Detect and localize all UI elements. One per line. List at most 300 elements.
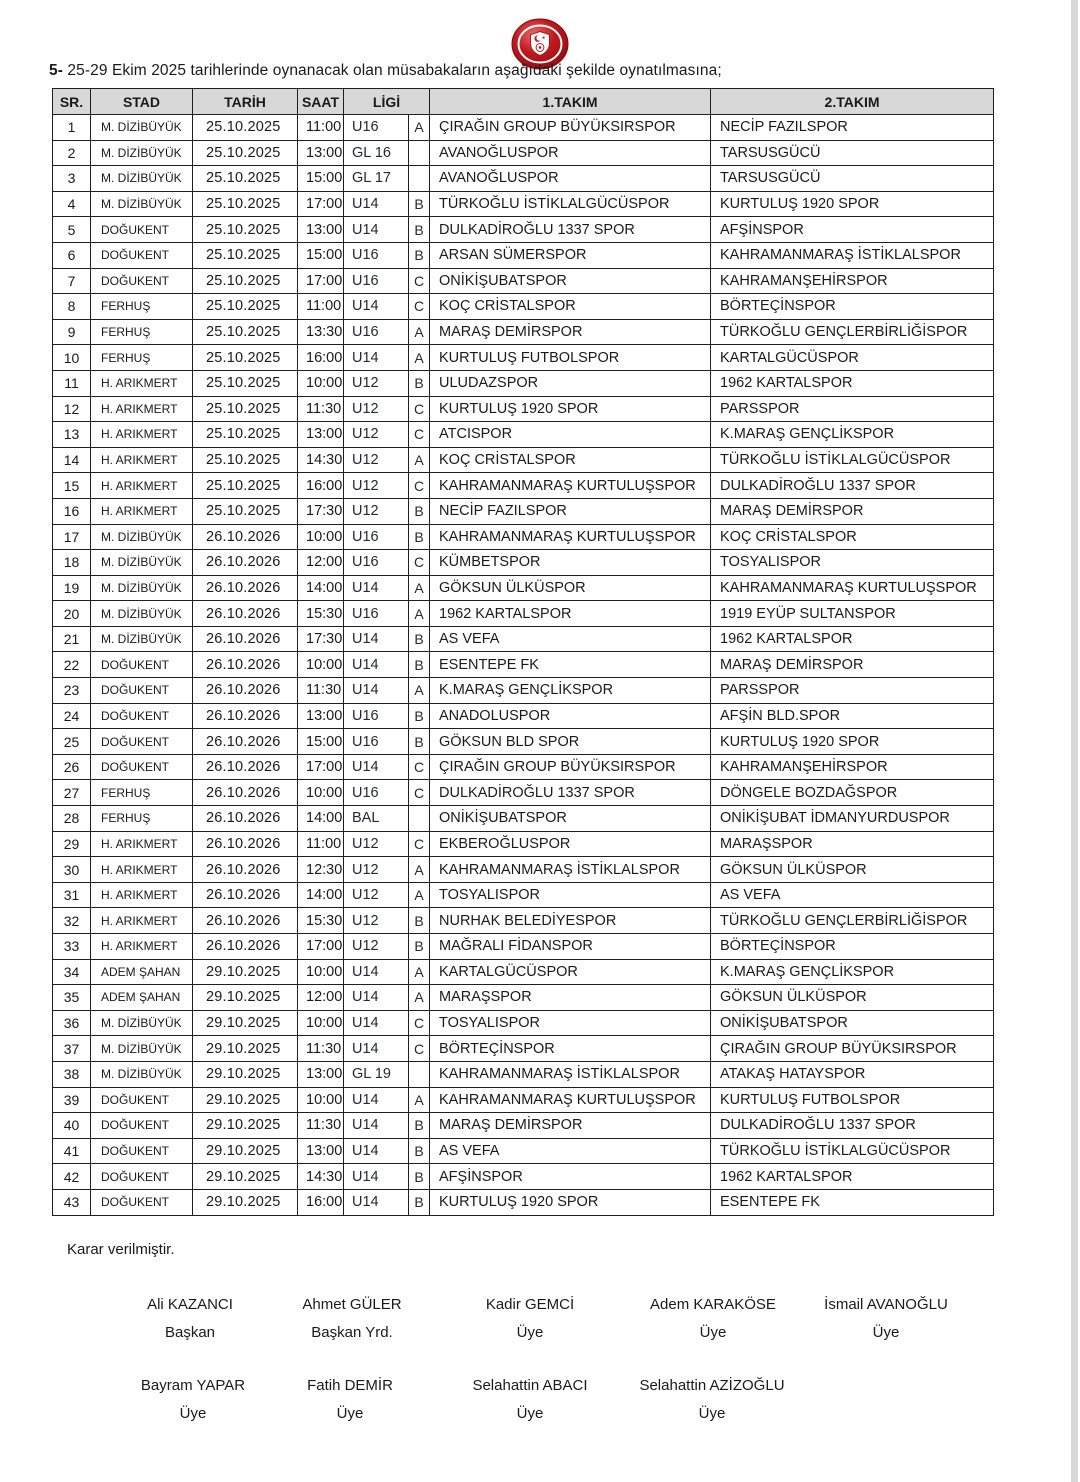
cell-saat: 11:30 bbox=[298, 396, 344, 422]
col-header-takim1: 1.TAKIM bbox=[430, 89, 711, 115]
cell-takim2: 1962 KARTALSPOR bbox=[711, 1164, 994, 1190]
cell-takim1: DULKADİROĞLU 1337 SPOR bbox=[430, 780, 711, 806]
table-row bbox=[53, 1010, 994, 1036]
cell-saat: 10:00 bbox=[298, 370, 344, 396]
cell-takim2: ESENTEPE FK bbox=[711, 1189, 994, 1215]
cell-takim1: ANADOLUSPOR bbox=[430, 703, 711, 729]
cell-takim1: KAHRAMANMARAŞ İSTİKLALSPOR bbox=[430, 857, 711, 883]
signature-title: Başkan bbox=[164, 1324, 216, 1341]
cell-sr: 17 bbox=[53, 524, 91, 550]
cell-stad: FERHUŞ bbox=[91, 345, 193, 371]
cell-ligi: U16 bbox=[344, 319, 409, 345]
cell-ligi: U16 bbox=[344, 729, 409, 755]
cell-sr: 11 bbox=[53, 370, 91, 396]
cell-takim2: DÖNGELE BOZDAĞSPOR bbox=[711, 780, 994, 806]
cell-saat: 15:00 bbox=[298, 729, 344, 755]
cell-takim2: K.MARAŞ GENÇLİKSPOR bbox=[711, 959, 994, 985]
cell-ligi: U12 bbox=[344, 882, 409, 908]
cell-stad: DOĞUKENT bbox=[91, 754, 193, 780]
cell-sr: 31 bbox=[53, 882, 91, 908]
cell-takim2: MARAŞSPOR bbox=[711, 831, 994, 857]
col-header-sr: SR. bbox=[53, 89, 91, 115]
cell-saat: 14:00 bbox=[298, 882, 344, 908]
signature-row1-3 bbox=[486, 1296, 574, 1341]
cell-saat: 17:30 bbox=[298, 498, 344, 524]
cell-grup: A bbox=[409, 678, 430, 704]
signature-title: Üye bbox=[699, 1324, 727, 1341]
cell-sr: 35 bbox=[53, 985, 91, 1011]
decision-heading bbox=[49, 62, 722, 80]
cell-stad: DOĞUKENT bbox=[91, 217, 193, 243]
cell-ligi: U14 bbox=[344, 678, 409, 704]
table-row bbox=[53, 729, 994, 755]
cell-saat: 11:30 bbox=[298, 678, 344, 704]
cell-takim2: ÇIRAĞIN GROUP BÜYÜKSIRSPOR bbox=[711, 1036, 994, 1062]
table-row bbox=[53, 294, 994, 320]
col-header-tarih: TARİH bbox=[193, 89, 298, 115]
cell-stad: DOĞUKENT bbox=[91, 1189, 193, 1215]
cell-tarih: 26.10.2026 bbox=[193, 857, 298, 883]
cell-ligi: U16 bbox=[344, 703, 409, 729]
cell-saat: 17:00 bbox=[298, 754, 344, 780]
cell-tarih: 26.10.2026 bbox=[193, 908, 298, 934]
cell-takim2: GÖKSUN ÜLKÜSPOR bbox=[711, 857, 994, 883]
cell-takim2: KURTULUŞ FUTBOLSPOR bbox=[711, 1087, 994, 1113]
cell-takim2: NECİP FAZILSPOR bbox=[711, 115, 994, 141]
table-row bbox=[53, 550, 994, 576]
cell-sr: 32 bbox=[53, 908, 91, 934]
cell-sr: 40 bbox=[53, 1113, 91, 1139]
cell-takim1: KAHRAMANMARAŞ KURTULUŞSPOR bbox=[430, 473, 711, 499]
cell-saat: 10:00 bbox=[298, 1087, 344, 1113]
cell-ligi: U12 bbox=[344, 908, 409, 934]
cell-saat: 11:30 bbox=[298, 1036, 344, 1062]
signature-row2-4 bbox=[639, 1377, 784, 1422]
table-row bbox=[53, 959, 994, 985]
cell-tarih: 26.10.2026 bbox=[193, 934, 298, 960]
cell-stad: M. DİZİBÜYÜK bbox=[91, 601, 193, 627]
cell-takim2: ATAKAŞ HATAYSPOR bbox=[711, 1061, 994, 1087]
cell-stad: H. ARIKMERT bbox=[91, 498, 193, 524]
cell-grup: B bbox=[409, 524, 430, 550]
cell-grup: B bbox=[409, 729, 430, 755]
cell-saat: 10:00 bbox=[298, 1010, 344, 1036]
cell-ligi: U14 bbox=[344, 959, 409, 985]
table-row bbox=[53, 1087, 994, 1113]
cell-stad: DOĞUKENT bbox=[91, 1113, 193, 1139]
cell-takim2: AFŞİNSPOR bbox=[711, 217, 994, 243]
table-row bbox=[53, 191, 994, 217]
signature-name: Ahmet GÜLER bbox=[302, 1296, 402, 1313]
cell-takim2: ONİKİŞUBAT İDMANYURDUSPOR bbox=[711, 806, 994, 832]
cell-sr: 29 bbox=[53, 831, 91, 857]
cell-tarih: 29.10.2025 bbox=[193, 1138, 298, 1164]
table-row bbox=[53, 857, 994, 883]
signature-title: Üye bbox=[336, 1405, 364, 1422]
cell-stad: M. DİZİBÜYÜK bbox=[91, 140, 193, 166]
cell-takim1: KAHRAMANMARAŞ KURTULUŞSPOR bbox=[430, 1087, 711, 1113]
table-header-row bbox=[53, 89, 994, 115]
cell-stad: H. ARIKMERT bbox=[91, 857, 193, 883]
cell-sr: 42 bbox=[53, 1164, 91, 1190]
cell-tarih: 26.10.2026 bbox=[193, 754, 298, 780]
table-row bbox=[53, 1164, 994, 1190]
table-row bbox=[53, 678, 994, 704]
cell-sr: 5 bbox=[53, 217, 91, 243]
cell-stad: FERHUŞ bbox=[91, 319, 193, 345]
cell-stad: ADEM ŞAHAN bbox=[91, 959, 193, 985]
cell-stad: ADEM ŞAHAN bbox=[91, 985, 193, 1011]
cell-stad: H. ARIKMERT bbox=[91, 396, 193, 422]
cell-sr: 19 bbox=[53, 575, 91, 601]
decision-number: 5- bbox=[49, 62, 63, 79]
cell-stad: M. DİZİBÜYÜK bbox=[91, 166, 193, 192]
cell-sr: 12 bbox=[53, 396, 91, 422]
cell-takim1: AS VEFA bbox=[430, 1138, 711, 1164]
cell-grup: B bbox=[409, 908, 430, 934]
cell-sr: 16 bbox=[53, 498, 91, 524]
cell-takim1: ATCISPOR bbox=[430, 422, 711, 448]
cell-grup: B bbox=[409, 626, 430, 652]
cell-sr: 2 bbox=[53, 140, 91, 166]
signature-title: Üye bbox=[516, 1324, 544, 1341]
cell-takim1: KURTULUŞ FUTBOLSPOR bbox=[430, 345, 711, 371]
cell-takim1: ULUDAZSPOR bbox=[430, 370, 711, 396]
cell-grup: A bbox=[409, 857, 430, 883]
cell-stad: M. DİZİBÜYÜK bbox=[91, 575, 193, 601]
signature-row1-2 bbox=[302, 1296, 401, 1341]
cell-tarih: 29.10.2025 bbox=[193, 1036, 298, 1062]
cell-grup: B bbox=[409, 1113, 430, 1139]
table-row bbox=[53, 703, 994, 729]
cell-takim2: GÖKSUN ÜLKÜSPOR bbox=[711, 985, 994, 1011]
cell-takim2: KARTALGÜCÜSPOR bbox=[711, 345, 994, 371]
cell-takim2: BÖRTEÇİNSPOR bbox=[711, 294, 994, 320]
cell-stad: M. DİZİBÜYÜK bbox=[91, 626, 193, 652]
table-row bbox=[53, 396, 994, 422]
cell-saat: 15:00 bbox=[298, 166, 344, 192]
cell-saat: 17:00 bbox=[298, 268, 344, 294]
cell-grup bbox=[409, 806, 430, 832]
cell-takim1: K.MARAŞ GENÇLİKSPOR bbox=[430, 678, 711, 704]
cell-stad: FERHUŞ bbox=[91, 780, 193, 806]
table-row bbox=[53, 831, 994, 857]
cell-stad: M. DİZİBÜYÜK bbox=[91, 191, 193, 217]
cell-stad: H. ARIKMERT bbox=[91, 422, 193, 448]
table-row bbox=[53, 1061, 994, 1087]
cell-takim1: KARTALGÜCÜSPOR bbox=[430, 959, 711, 985]
cell-saat: 14:30 bbox=[298, 447, 344, 473]
cell-sr: 43 bbox=[53, 1189, 91, 1215]
table-row bbox=[53, 1189, 994, 1215]
cell-takim1: 1962 KARTALSPOR bbox=[430, 601, 711, 627]
table-row bbox=[53, 908, 994, 934]
table-row bbox=[53, 166, 994, 192]
cell-ligi: U14 bbox=[344, 575, 409, 601]
table-row bbox=[53, 882, 994, 908]
cell-grup: A bbox=[409, 447, 430, 473]
cell-takim1: ONİKİŞUBATSPOR bbox=[430, 268, 711, 294]
cell-tarih: 26.10.2026 bbox=[193, 652, 298, 678]
cell-takim2: TÜRKOĞLU İSTİKLALGÜCÜSPOR bbox=[711, 1138, 994, 1164]
cell-takim1: KAHRAMANMARAŞ KURTULUŞSPOR bbox=[430, 524, 711, 550]
cell-saat: 11:30 bbox=[298, 1113, 344, 1139]
cell-saat: 16:00 bbox=[298, 1189, 344, 1215]
cell-grup: A bbox=[409, 959, 430, 985]
cell-ligi: U12 bbox=[344, 857, 409, 883]
cell-takim1: KURTULUŞ 1920 SPOR bbox=[430, 396, 711, 422]
cell-takim1: NURHAK BELEDİYESPOR bbox=[430, 908, 711, 934]
cell-saat: 11:00 bbox=[298, 831, 344, 857]
cell-sr: 38 bbox=[53, 1061, 91, 1087]
table-row bbox=[53, 345, 994, 371]
cell-tarih: 25.10.2025 bbox=[193, 115, 298, 141]
cell-tarih: 26.10.2026 bbox=[193, 703, 298, 729]
cell-tarih: 25.10.2025 bbox=[193, 217, 298, 243]
cell-takim1: NECİP FAZILSPOR bbox=[430, 498, 711, 524]
cell-ligi: U14 bbox=[344, 652, 409, 678]
cell-stad: DOĞUKENT bbox=[91, 703, 193, 729]
cell-takim1: AS VEFA bbox=[430, 626, 711, 652]
cell-takim2: MARAŞ DEMİRSPOR bbox=[711, 498, 994, 524]
table-row bbox=[53, 652, 994, 678]
cell-ligi: U14 bbox=[344, 985, 409, 1011]
cell-sr: 7 bbox=[53, 268, 91, 294]
cell-sr: 15 bbox=[53, 473, 91, 499]
cell-grup: B bbox=[409, 652, 430, 678]
cell-grup: A bbox=[409, 601, 430, 627]
cell-takim1: ÇIRAĞIN GROUP BÜYÜKSIRSPOR bbox=[430, 754, 711, 780]
cell-takim2: AFŞİN BLD.SPOR bbox=[711, 703, 994, 729]
cell-stad: DOĞUKENT bbox=[91, 1164, 193, 1190]
cell-ligi: U14 bbox=[344, 1113, 409, 1139]
cell-grup: A bbox=[409, 575, 430, 601]
cell-takim2: KAHRAMANMARAŞ İSTİKLALSPOR bbox=[711, 242, 994, 268]
cell-saat: 10:00 bbox=[298, 652, 344, 678]
table-row bbox=[53, 754, 994, 780]
cell-saat: 13:00 bbox=[298, 1138, 344, 1164]
cell-tarih: 29.10.2025 bbox=[193, 1164, 298, 1190]
cell-stad: DOĞUKENT bbox=[91, 652, 193, 678]
cell-stad: DOĞUKENT bbox=[91, 1138, 193, 1164]
cell-sr: 34 bbox=[53, 959, 91, 985]
cell-takim1: KOÇ CRİSTALSPOR bbox=[430, 447, 711, 473]
cell-sr: 26 bbox=[53, 754, 91, 780]
cell-takim2: ONİKİŞUBATSPOR bbox=[711, 1010, 994, 1036]
signature-row1-4 bbox=[650, 1296, 776, 1341]
cell-grup: B bbox=[409, 370, 430, 396]
cell-ligi: U12 bbox=[344, 831, 409, 857]
schedule-table-body bbox=[53, 115, 994, 1216]
cell-ligi: U14 bbox=[344, 754, 409, 780]
cell-grup: B bbox=[409, 934, 430, 960]
signature-row2-3 bbox=[472, 1377, 587, 1422]
signature-name: Kadir GEMCİ bbox=[485, 1296, 575, 1313]
cell-takim2: TÜRKOĞLU GENÇLERBİRLİĞİSPOR bbox=[711, 908, 994, 934]
cell-grup: B bbox=[409, 217, 430, 243]
cell-tarih: 26.10.2026 bbox=[193, 882, 298, 908]
cell-tarih: 26.10.2026 bbox=[193, 780, 298, 806]
scan-edge-artifact bbox=[1071, 0, 1078, 1482]
cell-takim2: PARSSPOR bbox=[711, 678, 994, 704]
cell-takim2: KAHRAMANMARAŞ KURTULUŞSPOR bbox=[711, 575, 994, 601]
cell-tarih: 29.10.2025 bbox=[193, 1061, 298, 1087]
cell-grup: C bbox=[409, 396, 430, 422]
cell-sr: 14 bbox=[53, 447, 91, 473]
signature-row1-5 bbox=[824, 1296, 948, 1341]
signature-title: Üye bbox=[179, 1405, 207, 1422]
cell-takim1: MAĞRALI FİDANSPOR bbox=[430, 934, 711, 960]
cell-stad: M. DİZİBÜYÜK bbox=[91, 115, 193, 141]
cell-tarih: 29.10.2025 bbox=[193, 959, 298, 985]
cell-ligi: U16 bbox=[344, 524, 409, 550]
cell-tarih: 25.10.2025 bbox=[193, 166, 298, 192]
cell-takim2: TARSUSGÜCÜ bbox=[711, 140, 994, 166]
cell-grup: A bbox=[409, 345, 430, 371]
table-row bbox=[53, 319, 994, 345]
cell-sr: 23 bbox=[53, 678, 91, 704]
cell-sr: 28 bbox=[53, 806, 91, 832]
col-header-ligi: LİGİ bbox=[344, 89, 430, 115]
cell-ligi: U14 bbox=[344, 1164, 409, 1190]
cell-tarih: 26.10.2026 bbox=[193, 601, 298, 627]
cell-takim1: KÜMBETSPOR bbox=[430, 550, 711, 576]
cell-takim1: AFŞİNSPOR bbox=[430, 1164, 711, 1190]
cell-saat: 15:30 bbox=[298, 908, 344, 934]
cell-sr: 27 bbox=[53, 780, 91, 806]
col-header-stad: STAD bbox=[91, 89, 193, 115]
cell-grup: A bbox=[409, 115, 430, 141]
col-header-saat: SAAT bbox=[298, 89, 344, 115]
cell-ligi: GL 17 bbox=[344, 166, 409, 192]
cell-stad: M. DİZİBÜYÜK bbox=[91, 524, 193, 550]
table-row bbox=[53, 575, 994, 601]
cell-ligi: GL 16 bbox=[344, 140, 409, 166]
cell-takim2: AS VEFA bbox=[711, 882, 994, 908]
cell-ligi: U14 bbox=[344, 191, 409, 217]
cell-ligi: U14 bbox=[344, 217, 409, 243]
cell-sr: 3 bbox=[53, 166, 91, 192]
cell-grup: C bbox=[409, 422, 430, 448]
signature-row2-2 bbox=[307, 1377, 393, 1422]
cell-stad: M. DİZİBÜYÜK bbox=[91, 1010, 193, 1036]
signature-name: Selahattin AZİZOĞLU bbox=[639, 1377, 785, 1394]
match-schedule-table bbox=[52, 88, 994, 1216]
cell-takim2: BÖRTEÇİNSPOR bbox=[711, 934, 994, 960]
col-header-takim2: 2.TAKIM bbox=[711, 89, 994, 115]
cell-takim1: ARSAN SÜMERSPOR bbox=[430, 242, 711, 268]
cell-stad: H. ARIKMERT bbox=[91, 908, 193, 934]
signature-name: Bayram YAPAR bbox=[140, 1377, 246, 1394]
cell-ligi: U12 bbox=[344, 934, 409, 960]
cell-sr: 8 bbox=[53, 294, 91, 320]
cell-takim1: KAHRAMANMARAŞ İSTİKLALSPOR bbox=[430, 1061, 711, 1087]
table-row bbox=[53, 447, 994, 473]
table-row bbox=[53, 422, 994, 448]
cell-stad: DOĞUKENT bbox=[91, 268, 193, 294]
cell-takim2: KURTULUŞ 1920 SPOR bbox=[711, 729, 994, 755]
cell-grup: B bbox=[409, 1138, 430, 1164]
cell-stad: DOĞUKENT bbox=[91, 678, 193, 704]
cell-takim1: MARAŞSPOR bbox=[430, 985, 711, 1011]
cell-takim2: TARSUSGÜCÜ bbox=[711, 166, 994, 192]
signature-row2-1 bbox=[141, 1377, 245, 1422]
cell-sr: 30 bbox=[53, 857, 91, 883]
cell-tarih: 26.10.2026 bbox=[193, 524, 298, 550]
cell-takim1: BÖRTEÇİNSPOR bbox=[430, 1036, 711, 1062]
signature-name: Adem KARAKÖSE bbox=[650, 1296, 776, 1313]
cell-grup: C bbox=[409, 294, 430, 320]
cell-takim2: KURTULUŞ 1920 SPOR bbox=[711, 191, 994, 217]
cell-ligi: U12 bbox=[344, 370, 409, 396]
cell-takim2: DULKADİROĞLU 1337 SPOR bbox=[711, 473, 994, 499]
cell-takim1: AVANOĞLUSPOR bbox=[430, 166, 711, 192]
cell-takim1: GÖKSUN ÜLKÜSPOR bbox=[430, 575, 711, 601]
cell-stad: M. DİZİBÜYÜK bbox=[91, 1036, 193, 1062]
cell-saat: 10:00 bbox=[298, 780, 344, 806]
cell-sr: 33 bbox=[53, 934, 91, 960]
cell-ligi: GL 19 bbox=[344, 1061, 409, 1087]
cell-tarih: 26.10.2026 bbox=[193, 678, 298, 704]
table-row bbox=[53, 140, 994, 166]
cell-takim2: 1919 EYÜP SULTANSPOR bbox=[711, 601, 994, 627]
signature-name: İsmail AVANOĞLU bbox=[824, 1296, 948, 1313]
cell-saat: 17:30 bbox=[298, 626, 344, 652]
cell-stad: M. DİZİBÜYÜK bbox=[91, 550, 193, 576]
cell-takim2: PARSSPOR bbox=[711, 396, 994, 422]
decision-footer-note: Karar verilmiştir. bbox=[67, 1241, 175, 1258]
cell-takim2: KOÇ CRİSTALSPOR bbox=[711, 524, 994, 550]
cell-grup: C bbox=[409, 1036, 430, 1062]
cell-takim1: ÇIRAĞIN GROUP BÜYÜKSIRSPOR bbox=[430, 115, 711, 141]
table-row bbox=[53, 268, 994, 294]
cell-tarih: 25.10.2025 bbox=[193, 396, 298, 422]
cell-stad: DOĞUKENT bbox=[91, 242, 193, 268]
cell-grup bbox=[409, 140, 430, 166]
cell-takim1: MARAŞ DEMİRSPOR bbox=[430, 319, 711, 345]
cell-ligi: U16 bbox=[344, 601, 409, 627]
cell-tarih: 29.10.2025 bbox=[193, 985, 298, 1011]
table-row bbox=[53, 1113, 994, 1139]
cell-grup: C bbox=[409, 1010, 430, 1036]
cell-ligi: U14 bbox=[344, 345, 409, 371]
cell-saat: 13:00 bbox=[298, 140, 344, 166]
cell-ligi: U12 bbox=[344, 422, 409, 448]
cell-ligi: U12 bbox=[344, 473, 409, 499]
signature-name: Selahattin ABACI bbox=[472, 1377, 588, 1394]
cell-tarih: 25.10.2025 bbox=[193, 268, 298, 294]
cell-stad: H. ARIKMERT bbox=[91, 447, 193, 473]
cell-sr: 18 bbox=[53, 550, 91, 576]
table-row bbox=[53, 626, 994, 652]
cell-ligi: U12 bbox=[344, 396, 409, 422]
cell-tarih: 29.10.2025 bbox=[193, 1087, 298, 1113]
cell-stad: FERHUŞ bbox=[91, 806, 193, 832]
cell-saat: 17:00 bbox=[298, 191, 344, 217]
cell-ligi: U14 bbox=[344, 1010, 409, 1036]
cell-ligi: U12 bbox=[344, 498, 409, 524]
cell-sr: 20 bbox=[53, 601, 91, 627]
signature-title: Üye bbox=[872, 1324, 900, 1341]
cell-saat: 11:00 bbox=[298, 294, 344, 320]
cell-stad: H. ARIKMERT bbox=[91, 831, 193, 857]
cell-saat: 10:00 bbox=[298, 524, 344, 550]
cell-tarih: 29.10.2025 bbox=[193, 1189, 298, 1215]
table-row bbox=[53, 934, 994, 960]
cell-takim1: TOSYALISPOR bbox=[430, 882, 711, 908]
cell-takim1: KOÇ CRİSTALSPOR bbox=[430, 294, 711, 320]
cell-ligi: U16 bbox=[344, 242, 409, 268]
